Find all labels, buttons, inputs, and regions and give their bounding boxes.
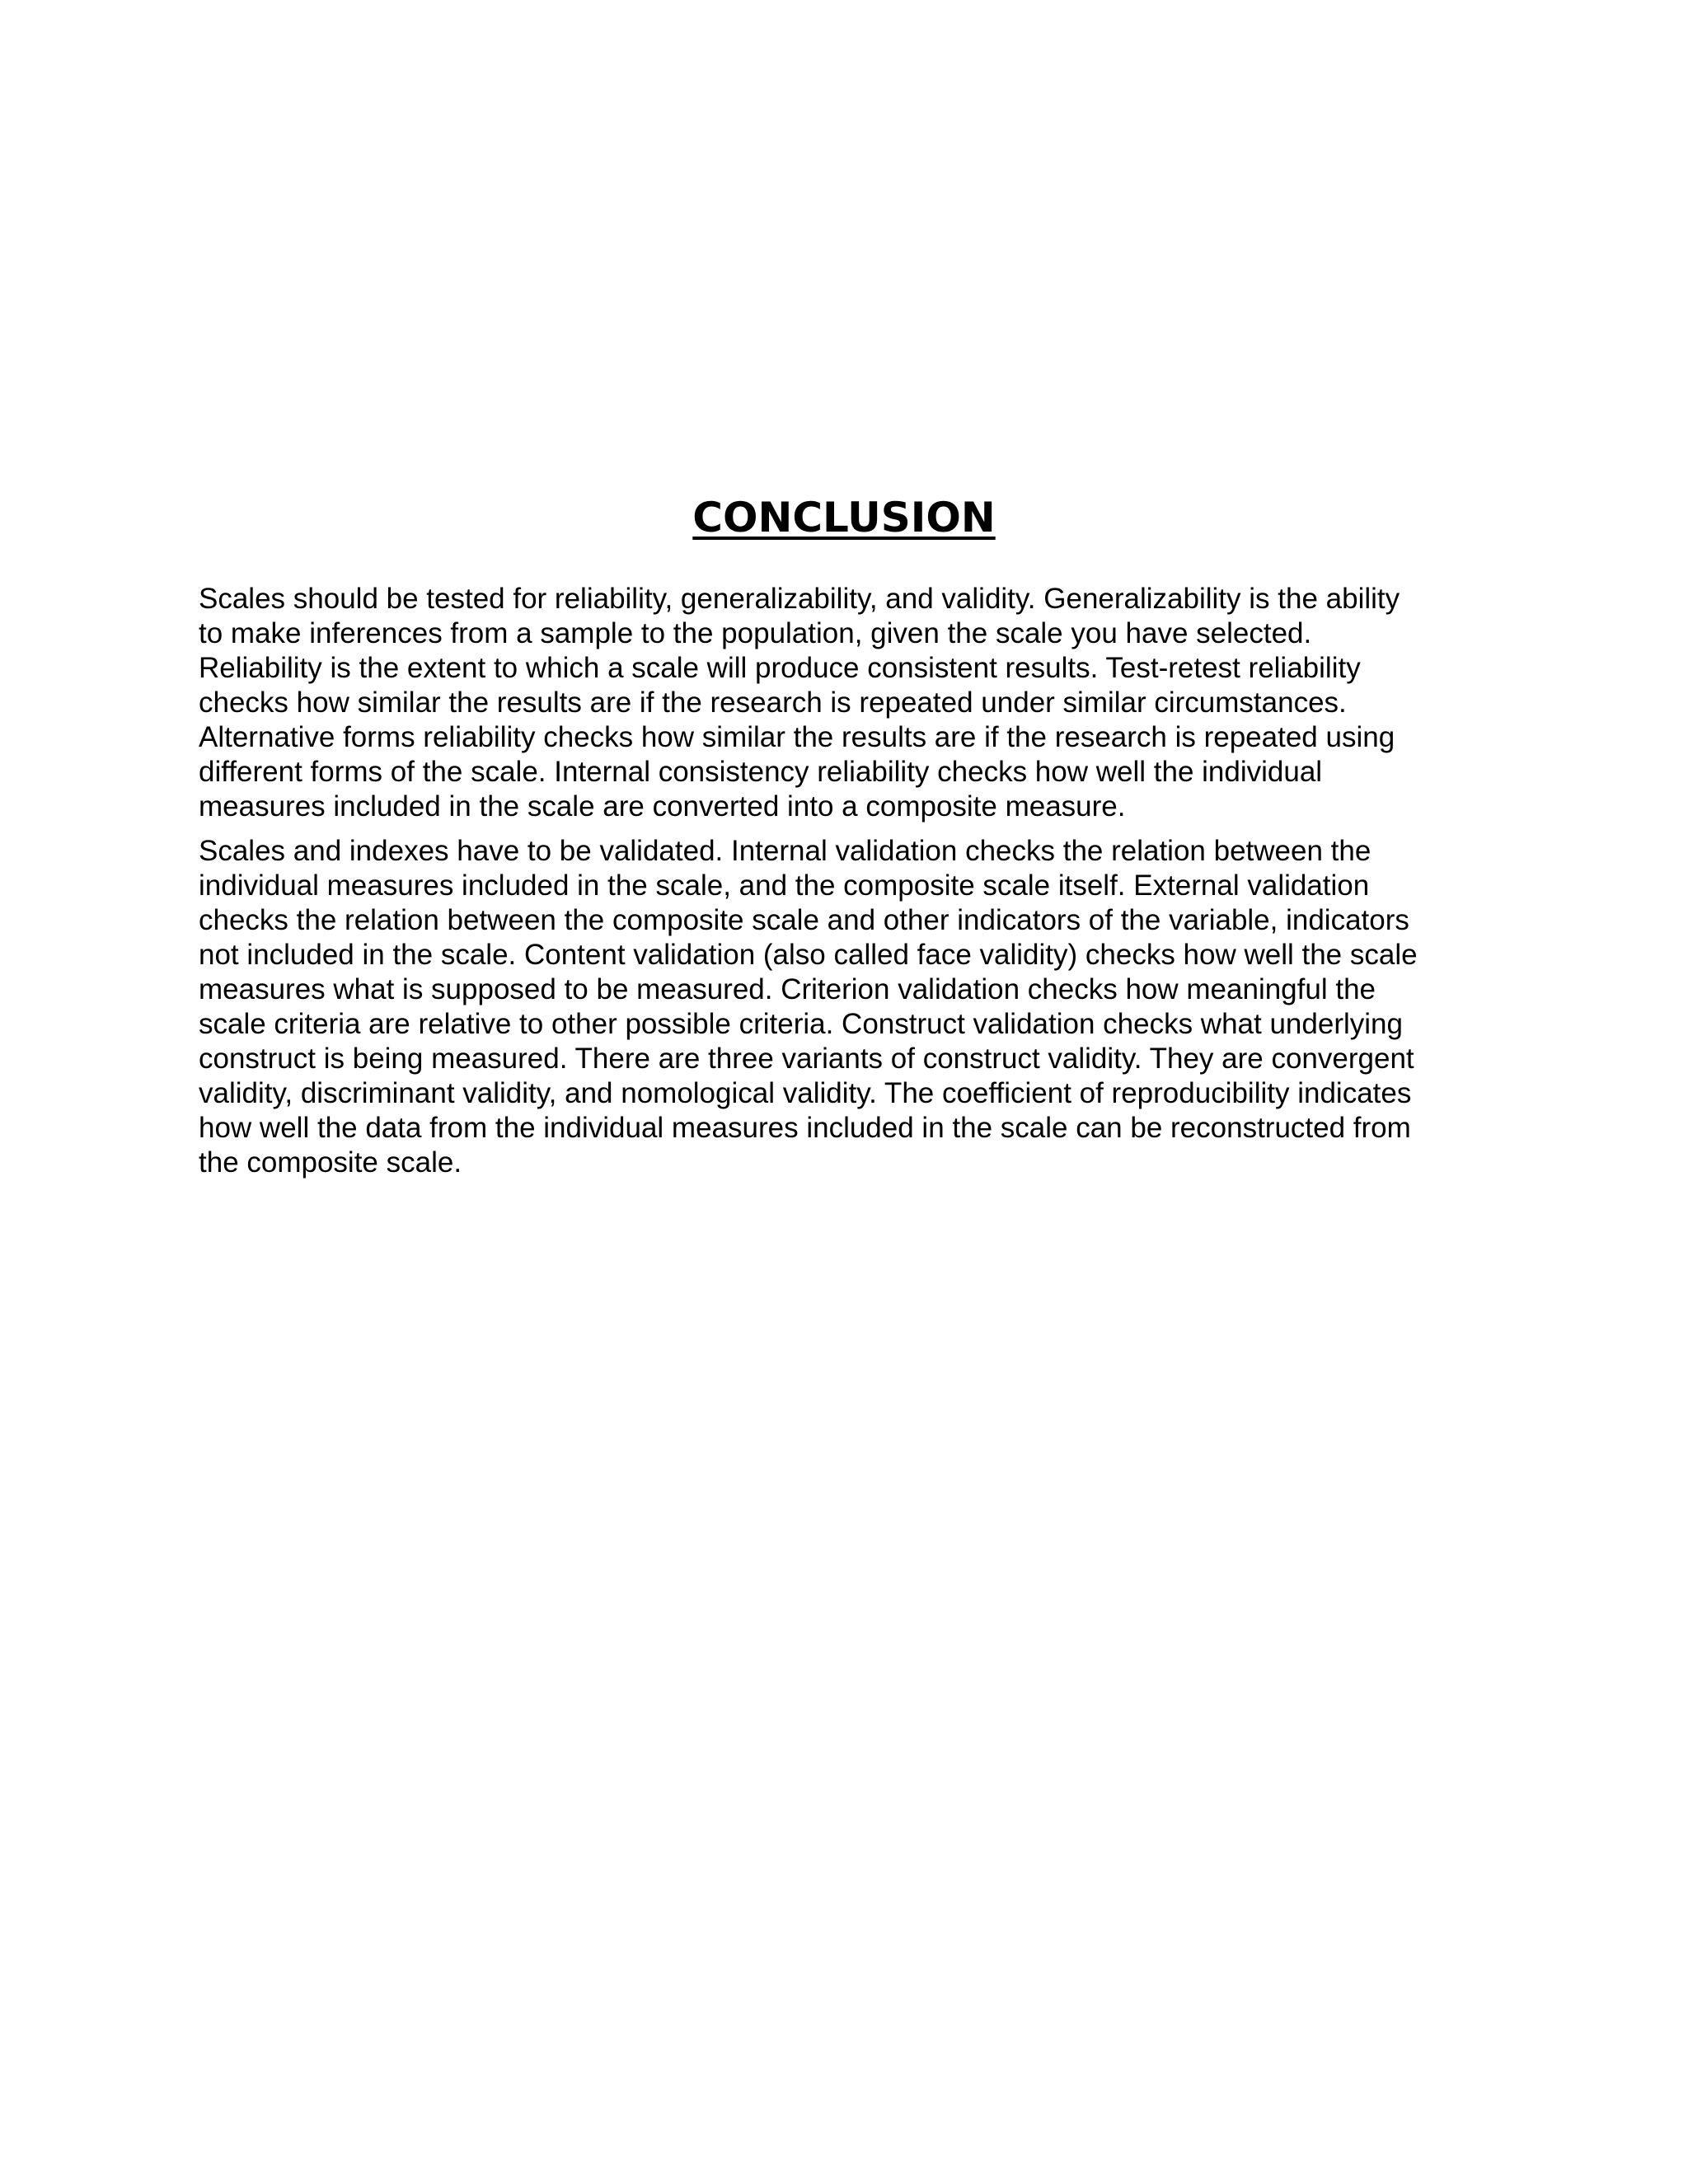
paragraph-validation bbox=[199, 834, 1484, 1180]
text-line: individual measures included in the scale, and the composite scale itself. External validation bbox=[199, 869, 1370, 902]
text-line: measures what is supposed to be measured. Criterion validation checks how meaningful the bbox=[199, 973, 1376, 1005]
paragraph-reliability bbox=[199, 582, 1484, 824]
text-line: scale criteria are relative to other possible criteria. Construct validation checks what underlying bbox=[199, 1008, 1403, 1040]
text-line: checks how similar the results are if the research is repeated under similar circumstances. bbox=[199, 687, 1347, 719]
text-line: how well the data from the individual measures included in the scale can be reconstructed from bbox=[199, 1112, 1411, 1144]
page-title bbox=[0, 491, 1688, 544]
text-line: Alternative forms reliability checks how similar the results are if the research is repeated using bbox=[199, 721, 1395, 753]
text-line: the composite scale. bbox=[199, 1146, 462, 1179]
text-line: different forms of the scale. Internal consistency reliability checks how well the individual bbox=[199, 756, 1323, 788]
text-line: construct is being measured. There are three variants of construct validity. They are convergent bbox=[199, 1043, 1414, 1075]
text-line: Scales should be tested for reliability, generalizability, and validity. Generalizability is the ability bbox=[199, 583, 1400, 615]
text-line: to make inferences from a sample to the population, given the scale you have selected. bbox=[199, 617, 1312, 649]
title-text: CONCLUSION bbox=[692, 494, 996, 541]
body-text bbox=[199, 582, 1484, 1190]
text-line: validity, discriminant validity, and nomological validity. The coefficient of reproducibility indicates bbox=[199, 1077, 1412, 1109]
text-line: Reliability is the extent to which a scale will produce consistent results. Test-retest reliability bbox=[199, 652, 1361, 684]
text-line: Scales and indexes have to be validated. Internal validation checks the relation between the bbox=[199, 835, 1372, 867]
text-line: checks the relation between the composite scale and other indicators of the variable, indicators bbox=[199, 904, 1409, 936]
text-line: measures included in the scale are converted into a composite measure. bbox=[199, 790, 1126, 823]
text-line: not included in the scale. Content validation (also called face validity) checks how well the scale bbox=[199, 939, 1418, 971]
